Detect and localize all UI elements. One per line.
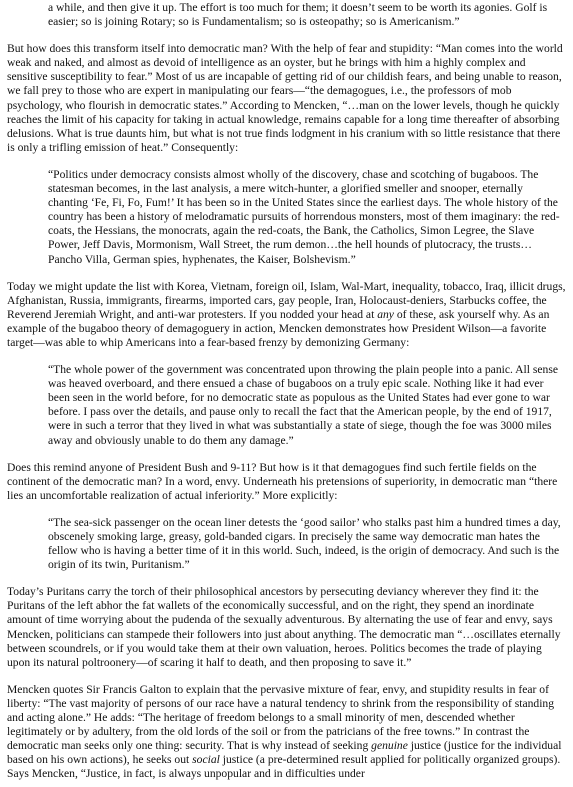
paragraph — [7, 585, 567, 670]
paragraph — [7, 461, 567, 503]
text-run: Today’s Puritans carry the torch of their philosophical ancestors by persecuting deviancy wherever they find it: the Puritans of the left abhor the fat wallets of the economically successful, and on the right, they spend an inordinate amount of time worrying about the pudenda of the sexually adventurous. By alternating the use of fear and envy, says Mencken, politicians can stampede their followers into just about anything. The democratic man “…oscillates eternally between scoundrels, or if you would take them at their own valuation, heroes. Politics becomes the trade of playing upon its natural poltroonery—of scaring it half to death, and then proposing to save it.” — [7, 585, 561, 669]
text-run: Mencken quotes Sir Francis Galton to explain that the pervasive mixture of fear, envy, and stupidity results in fear of liberty: “The vast majority of persons of our race have a natural tendency to shrink from the responsibility of standing and acting alone.” He adds: “The heritage of freedom belongs to a small minority of men, descended whether legitimately or by adultery, from the old lords of the soil or from the patricians of the free towns.” In contrast the democratic man seeks only one thing: security. That is why instead of seeking — [7, 682, 555, 753]
text-run: Does this remind anyone of President Bush and 9-11? But how is it that demagogues find such fertile fields on the continent of the democratic man? In a word, envy. Underneath his pretensions of superiority, in democratic man “there lies an uncomfortable realization of actual inferiority.” More explicitly: — [7, 460, 558, 502]
block-quote — [48, 516, 567, 572]
text-run: a while, and then give it up. The effort is too much for them; it doesn’t seem to be worth its agonies. Golf is easier; so is joining Rotary; so is Fundamentalism; so is osteopathy; so is Americanism.” — [48, 1, 548, 29]
emphasis-text: genuine — [371, 739, 408, 753]
text-run: of these, ask yourself why. As an example of the bugaboo theory of demagoguery in action, Mencken demonstrates how President Wilson—a favorite target—was able to whip Americans into a fear-based frenzy by demonizing Germany: — [7, 307, 550, 349]
article-page — [0, 1, 573, 782]
text-run: Today we might update the list with Korea, Vietnam, foreign oil, Islam, Wal-Mart, inequality, tobacco, Iraq, illicit drugs, Afghanistan, Russia, immigrants, firearms, imported cars, gay people, Iran, Holocaust-deniers, Starbucks coffee, the Reverend Jeremiah Wright, and anti-war protesters. If you nodded your head at — [7, 279, 566, 321]
paragraph — [7, 280, 567, 350]
text-run: “Politics under democracy consists almost wholly of the discovery, chase and scotching of bugaboos. The statesman becomes, in the last analysis, a mere witch-hunter, a glorified smeller and snooper, eternally chanting ‘Fe, Fi, Fo, Fum!’ It has been so in the United States since the earliest days. The whole history of the country has been a history of melodramatic pursuits of horrendous monsters, most of them imaginary: the red-coats, the Hessians, the monocrats, again the red-coats, the Bank, the Catholics, Simon Legree, the Slave Power, Jeff Davis, Mormonism, Wall Street, the rum demon…the hell hounds of plutocracy, the trusts…Pancho Villa, German spies, hyphenates, the Kaiser, Bolshevism.” — [48, 167, 560, 266]
paragraph — [7, 42, 567, 155]
text-run: justice (justice for the individual based on his own actions), he seeks out — [7, 739, 562, 767]
emphasis-text: any — [377, 307, 394, 321]
paragraph — [7, 683, 567, 782]
text-run: “The whole power of the government was concentrated upon throwing the plain people into a panic. All sense was heaved overboard, and there ensued a chase of bugaboos on a truly epic scale. Nothing like it had ever been seen in the world before, for no democratic state as populous as the United States had ever gone to war before. I pass over the details, and pause only to recall the fact that the American people, by the end of 1917, were in such a terror that they lived in what was substantially a state of siege, though the foe was 3000 miles away and obviously unable to do them any damage.” — [48, 363, 558, 447]
text-run: “The sea-sick passenger on the ocean liner detests the ‘good sailor’ who stalks past him a hundred times a day, obscenely smoking large, greasy, gold-banded cigars. In precisely the same way democratic man hates the fellow who is having a better time of it in this world. Such, indeed, is the origin of democracy. And such is the origin of its twin, Puritanism.” — [48, 515, 561, 572]
text-run: But how does this transform itself into democratic man? With the help of fear and stupidity: “Man comes into the world weak and naked, and almost as devoid of intelligence as an oyster, but he brings with him a highly complex and sensitive susceptibility to fear.” Most of us are incapable of getting rid of our childish fears, and being unable to reason, we fall prey to those who are expert in manipulating our fears—“the demagogues, i.e., the professors of mob psychology, who flourish in democratic states.” According to Mencken, “…man on the lower levels, though he quickly reaches the limit of his capacity for taking in actual knowledge, remains capable for a long time thereafter of absorbing delusions. What is true daunts him, but what is not true finds lodgment in his cranium with so little resistance that there is only a trifling emission of heat.” Consequently: — [7, 42, 563, 154]
block-quote — [48, 1, 567, 29]
block-quote — [48, 168, 567, 267]
block-quote — [48, 363, 567, 448]
emphasis-text: social — [192, 753, 220, 767]
text-run: justice (a pre-determined result applied for politically organized groups). Says Mencken, “Justice, in fact, is always unpopular and in difficulties under — [7, 753, 561, 781]
